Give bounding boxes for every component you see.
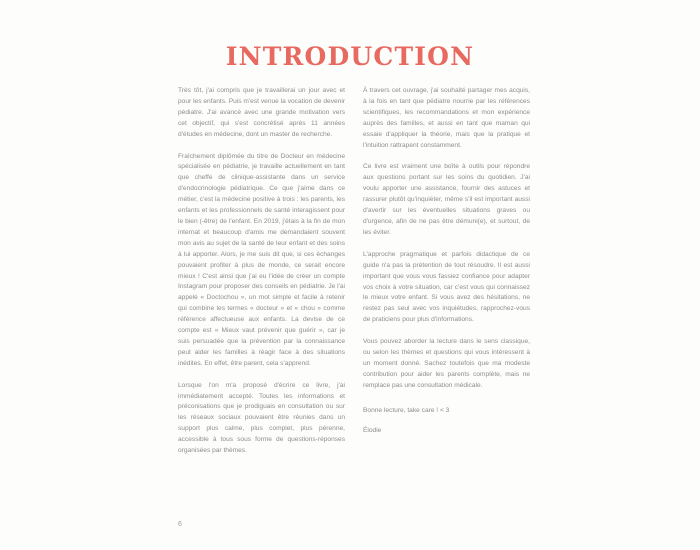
paragraph: Très tôt, j'ai compris que je travaillerai un jour avec et pour les enfants. Puis m'est venue la vocation de devenir pédiatre. J'ai avancé avec une grande motivation vers cet objectif, qui s'est concrétisé après 11 années d'études en médecine, dont un master de recherche. — [178, 87, 345, 138]
paragraph: Ce livre est vraiment une boîte à outils pour répondre aux questions portant sur les soins du quotidien. J'ai voulu apporter une assistance, fournir des astuces et rassurer plutôt qu'inquiéter, même s'il est important aussi d'avertir sur les éventuelles situations graves ou d'urgence, afin de ne pas être démuni(e), et surtout, de les éviter. — [363, 163, 530, 236]
paragraph: Vous pouvez aborder la lecture dans le sens classique, ou selon les thèmes et questions qui vous intéressent à un moment donné. Sachez toutefois que ma modeste contribution pour aider les parents complète, mais ne remplace pas une consultation médicale. — [363, 338, 530, 389]
right-column — [363, 86, 530, 468]
page-title: INTRODUCTION — [225, 42, 475, 71]
sign-off-text: Bonne lecture, take care ! < 3 — [363, 406, 450, 414]
sign-off-block — [363, 406, 530, 437]
two-column-body — [178, 86, 530, 468]
page-number: 6 — [178, 521, 182, 528]
paragraph: L'approche pragmatique et parfois didactique de ce guide n'a pas la prétention de tout résoudre. Il est aussi important que vous vous fassiez confiance pour adapter vos choix à votre situation, car c'est vous qui connaissez le mieux votre enfant. Si vous avez des hésitations, ne restez pas seul avec vos inquiétudes, rapprochez-vous de praticiens pour plus d'informations. — [363, 250, 530, 324]
left-column — [178, 86, 345, 468]
paragraph: Fraîchement diplômée du titre de Docteur en médecine spécialisée en pédiatrie, je travaille actuellement en tant que cheffe de clinique-assistante dans un service d'endocrinologie pédiatrique. Ce que j'aime dans ce métier, c'est la médecine positive à trois : les parents, les enfants et les professionnels de santé interagissent pour le bien (-être) de l'enfant. En 2019, j'étais à la fin de mon internat et beaucoup d'amis me demandaient souvent mon avis au sujet de la santé de leur enfant et des soins à lui apporter. Alors, je me suis dit que, si ces échanges pouvaient profiter à plus de monde, ce serait encore mieux ! C'est ainsi que j'ai eu l'idée de créer un compte Instagram pour proposer des conseils en pédiatrie. Je l'ai appelé « Doctochou », un mot simple et facile à retenir qui combine les termes « docteur » et « chou » comme référence affectueuse aux enfants. La devise de ce compte est « Mieux vaut prévenir que guérir », car je suis persuadée que la prévention par la connaissance peut aider les familles à réagir face à des situations inédites. En effet, être parent, cela s'apprend. — [178, 152, 345, 367]
signature: Élodie — [363, 426, 382, 434]
paragraph: Lorsque l'on m'a proposé d'écrire ce livre, j'ai immédiatement accepté. Toutes les informations et préconisations que je prodiguais en consultation ou sur les réseaux sociaux pouvaient être réunies dans un support plus calme, plus complet, plus pérenne, accessible à tous sous forme de questions-réponses organisées par thèmes. — [178, 381, 345, 455]
paragraph: À travers cet ouvrage, j'ai souhaité partager mes acquis, à la fois en tant que pédiatre nourrie par les références scientifiques, les recommandations et mon expérience auprès des familles, et aussi en tant que maman qui essaie d'appliquer la théorie, mais que la pratique et l'intuition rattrapent constamment. — [363, 87, 530, 149]
